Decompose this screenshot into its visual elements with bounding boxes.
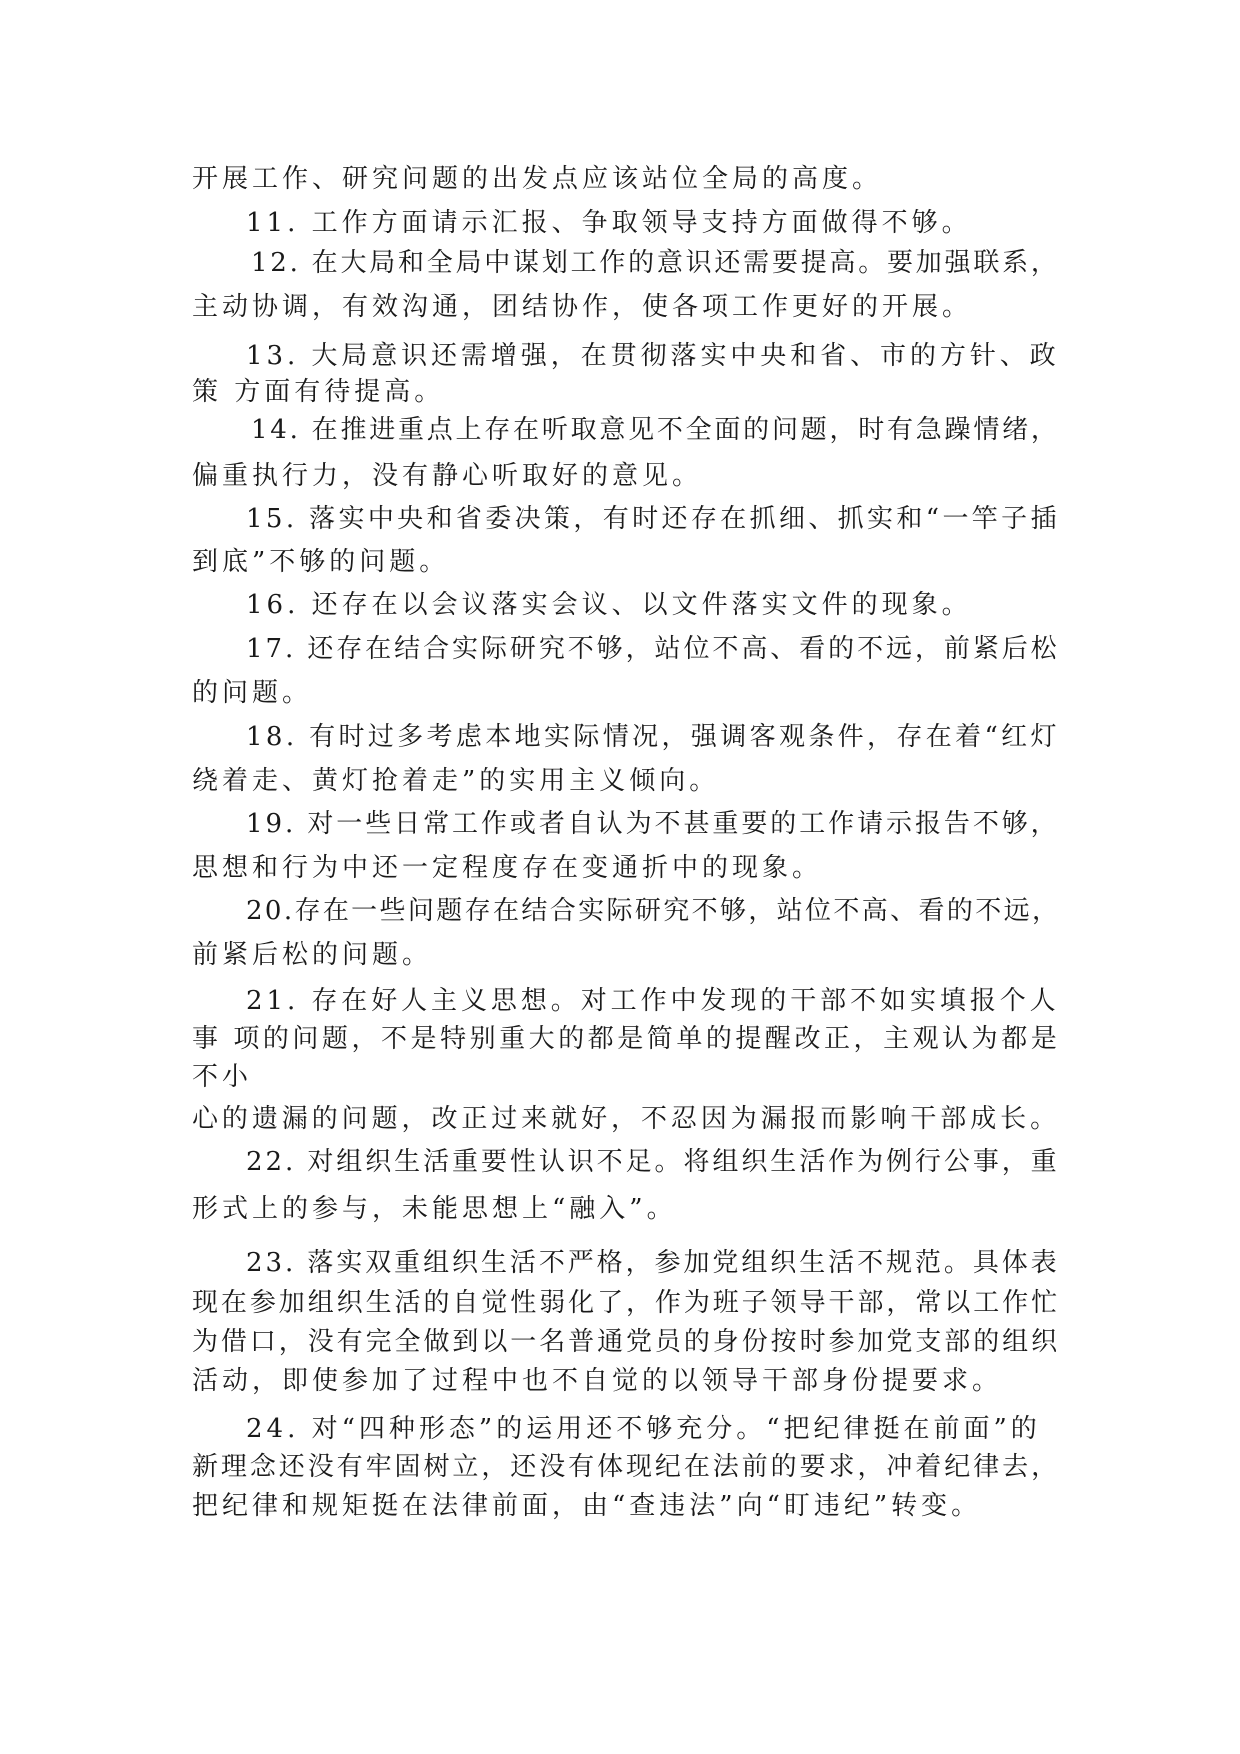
text-line: 23. 落实双重组织生活不严格，参加党组织生活不规范。具体表 [246, 1248, 1060, 1278]
text-line: 24. 对“四种形态”的运用还不够充分。“把纪律挺在前面”的 [246, 1414, 1041, 1444]
text-line: 21. 存在好人主义思想。对工作中发现的干部不如实填报个人 [246, 986, 1060, 1016]
text-line: 16. 还存在以会议落实会议、以文件落实文件的现象。 [246, 590, 972, 620]
text-line: 绕着走、黄灯抢着走”的实用主义倾向。 [192, 766, 720, 796]
text-line: 策 方面有待提高。 [192, 377, 445, 407]
text-line: 的问题。 [192, 678, 313, 708]
text-line: 12. 在大局和全局中谋划工作的意识还需要提高。要加强联系， [251, 248, 1060, 278]
text-line: 不小 [192, 1062, 253, 1092]
text-line: 18. 有时过多考虑本地实际情况，强调客观条件，存在着“红灯 [246, 722, 1060, 752]
text-line: 14. 在推进重点上存在听取意见不全面的问题，时有急躁情绪， [251, 415, 1060, 445]
text-line: 20.存在一些问题存在结合实际研究不够，站位不高、看的不远， [246, 896, 1061, 926]
text-line: 心的遗漏的问题，改正过来就好，不忍因为漏报而影响干部成长。 [192, 1104, 1061, 1134]
text-line: 活动，即使参加了过程中也不自觉的以领导干部身份提要求。 [192, 1366, 1003, 1396]
text-line: 偏重执行力，没有静心听取好的意见。 [192, 461, 703, 491]
text-line: 新理念还没有牢固树立，还没有体现纪在法前的要求，冲着纪律去， [192, 1452, 1061, 1482]
text-line: 到底”不够的问题。 [192, 547, 450, 577]
text-line: 思想和行为中还一定程度存在变通折中的现象。 [192, 853, 823, 883]
text-line: 事 项的问题，不是特别重大的都是简单的提醒改正，主观认为都是 [192, 1024, 1061, 1054]
text-line: 把纪律和规矩挺在法律前面，由“查违法”向“盯违纪”转变。 [192, 1491, 982, 1521]
text-line: 17. 还存在结合实际研究不够，站位不高、看的不远，前紧后松 [246, 634, 1060, 664]
text-line: 22. 对组织生活重要性认识不足。将组织生活作为例行公事，重 [246, 1147, 1060, 1177]
text-line: 13. 大局意识还需增强，在贯彻落实中央和省、市的方针、政 [246, 341, 1060, 371]
text-line: 为借口，没有完全做到以一名普通党员的身份按时参加党支部的组织 [192, 1327, 1061, 1357]
text-line: 形式上的参与，未能思想上“融入”。 [192, 1194, 677, 1224]
text-line: 主动协调，有效沟通，团结协作，使各项工作更好的开展。 [192, 292, 973, 322]
text-line: 15. 落实中央和省委决策，有时还存在抓细、抓实和“一竿子插 [246, 504, 1060, 534]
text-line: 开展工作、研究问题的出发点应该站位全局的高度。 [192, 164, 883, 194]
text-line: 现在参加组织生活的自觉性弱化了，作为班子领导干部，常以工作忙 [192, 1288, 1061, 1318]
text-line: 11. 工作方面请示汇报、争取领导支持方面做得不够。 [246, 208, 972, 238]
text-line: 前紧后松的问题。 [192, 940, 433, 970]
text-line: 19. 对一些日常工作或者自认为不甚重要的工作请示报告不够， [246, 809, 1060, 839]
